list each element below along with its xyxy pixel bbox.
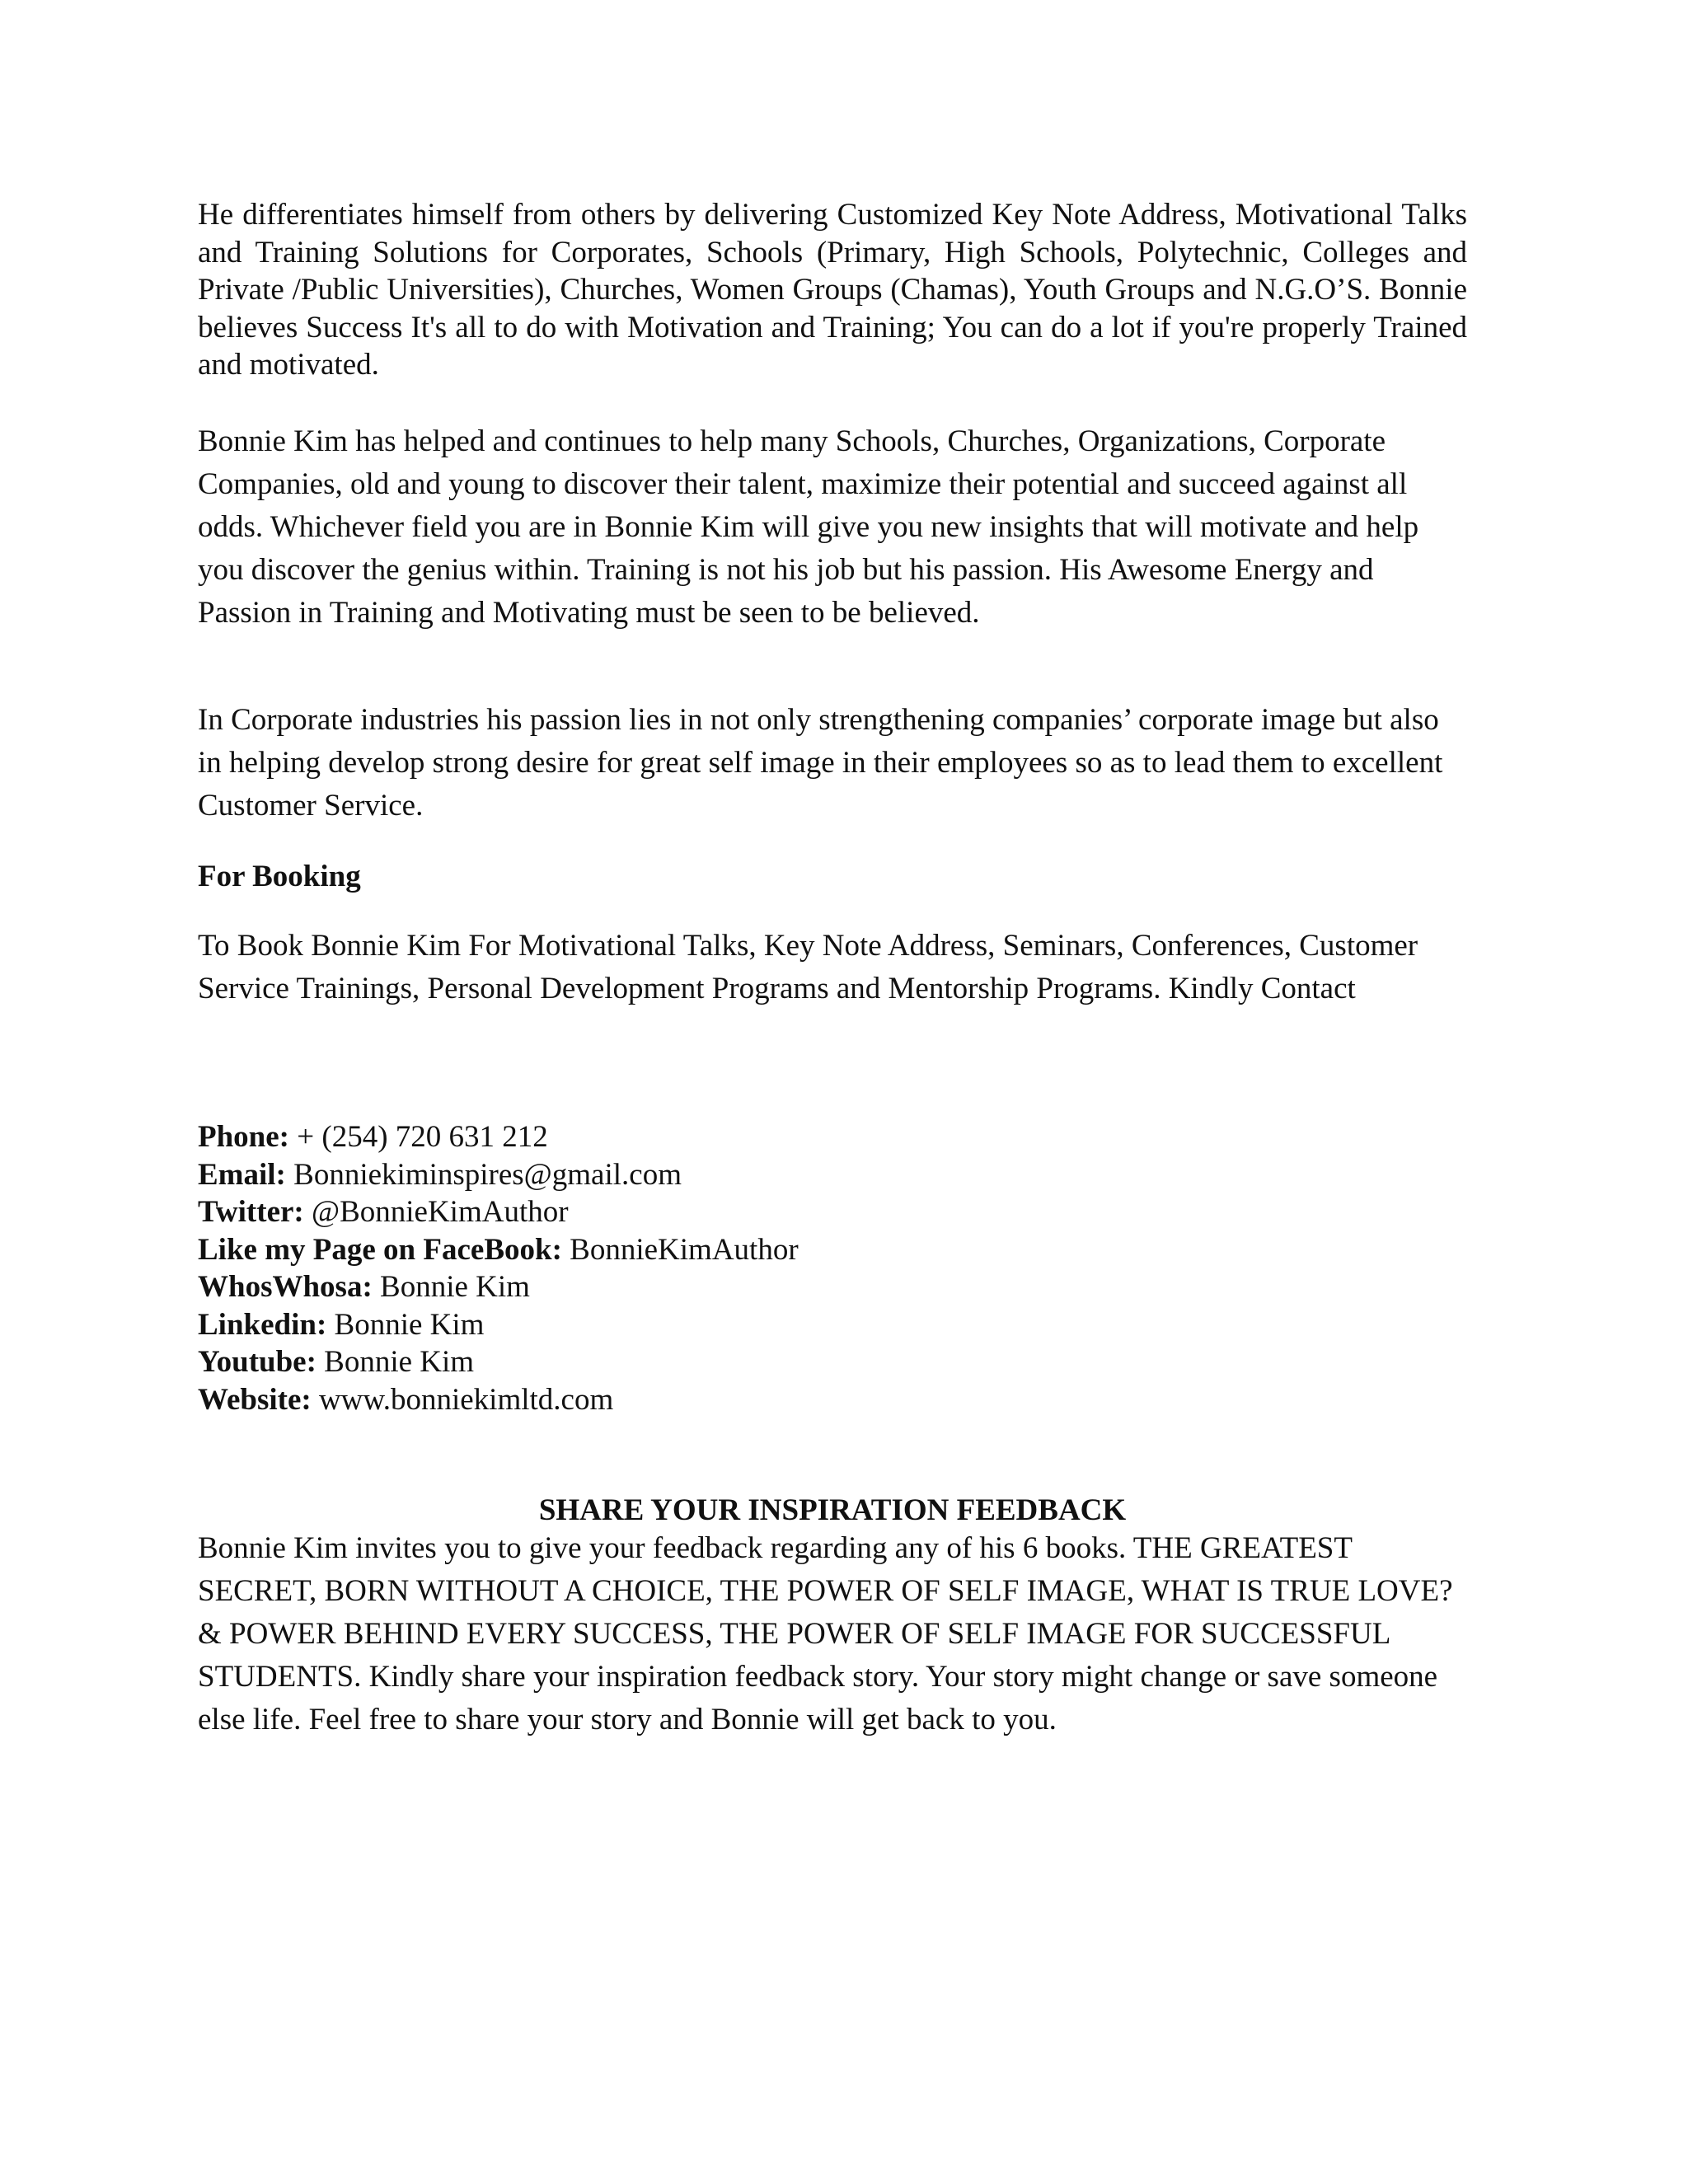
contact-whoswhosa bbox=[198, 1268, 1467, 1306]
corporate-paragraph: In Corporate industries his passion lies in not only strengthening companies’ corporate image but also in helping develop strong desire for great self image in their employees so as to lead them to excellent Customer Service. bbox=[198, 703, 1443, 823]
contact-label: Linkedin: bbox=[198, 1307, 327, 1342]
contact-label: Like my Page on FaceBook: bbox=[198, 1232, 562, 1267]
contact-value: @BonnieKimAuthor bbox=[303, 1195, 569, 1229]
contact-twitter bbox=[198, 1193, 1467, 1231]
contact-facebook bbox=[198, 1231, 1467, 1269]
contact-email bbox=[198, 1156, 1467, 1194]
contact-label: Website: bbox=[198, 1382, 312, 1417]
contact-youtube bbox=[198, 1343, 1467, 1381]
contact-label: Twitter: bbox=[198, 1195, 304, 1229]
contact-label: Phone: bbox=[198, 1120, 289, 1154]
booking-heading: For Booking bbox=[198, 860, 361, 893]
contact-value: Bonnie Kim bbox=[372, 1270, 530, 1304]
contact-label: WhosWhosa: bbox=[198, 1270, 373, 1304]
contact-website bbox=[198, 1381, 1467, 1419]
feedback-paragraph: Bonnie Kim invites you to give your feedback regarding any of his 6 books. THE GREATEST SECRET, BORN WITHOUT A CHOICE, THE POWER OF SELF IMAGE, WHAT IS TRUE LOVE? & POWER BEHIND EVERY SUCCESS, THE POWER OF SELF IMAGE FOR SUCCESSFUL STUDENTS. Kindly share your inspiration feedback story. Your story might change or save someone else life. Feel free to share your story and Bonnie will get back to you. bbox=[198, 1531, 1453, 1736]
contact-value: Bonniekiminspires@gmail.com bbox=[285, 1157, 682, 1192]
contact-value: www.bonniekimltd.com bbox=[311, 1382, 614, 1417]
contact-value: + (254) 720 631 212 bbox=[289, 1120, 548, 1154]
booking-paragraph: To Book Bonnie Kim For Motivational Talks, Key Note Address, Seminars, Conferences, Customer Service Trainings, Personal Development Programs and Mentorship Programs. Kindly Contact bbox=[198, 929, 1418, 1005]
contact-value: BonnieKimAuthor bbox=[561, 1232, 799, 1267]
contact-value: Bonnie Kim bbox=[326, 1307, 485, 1342]
contact-label: Youtube: bbox=[198, 1345, 316, 1379]
intro-paragraph: He differentiates himself from others by delivering Customized Key Note Address, Motivational Talks and Training Solutions for Corporates, Schools (Primary, High Schools, Polytechnic, Colleges and Private /Public Universities), Churches, Women Groups (Chamas), Youth Groups and N.G.O’S. Bonnie believes Success It's all to do with Motivation and Training; You can do a lot if you're properly Trained and motivated. bbox=[198, 198, 1467, 382]
contact-phone bbox=[198, 1118, 1467, 1156]
contact-value: Bonnie Kim bbox=[316, 1345, 475, 1379]
contact-list bbox=[198, 1118, 1467, 1418]
impact-paragraph: Bonnie Kim has helped and continues to help many Schools, Churches, Organizations, Corporate Companies, old and young to discover their talent, maximize their potential and succeed against all odds. Whichever field you are in Bonnie Kim will give you new insights that will motivate and help you discover the genius within. Training is not his job but his passion. His Awesome Energy and Passion in Training and Motivating must be seen to be believed. bbox=[198, 424, 1419, 630]
feedback-heading: SHARE YOUR INSPIRATION FEEDBACK bbox=[538, 1493, 1127, 1527]
contact-linkedin bbox=[198, 1306, 1467, 1344]
contact-label: Email: bbox=[198, 1157, 286, 1192]
